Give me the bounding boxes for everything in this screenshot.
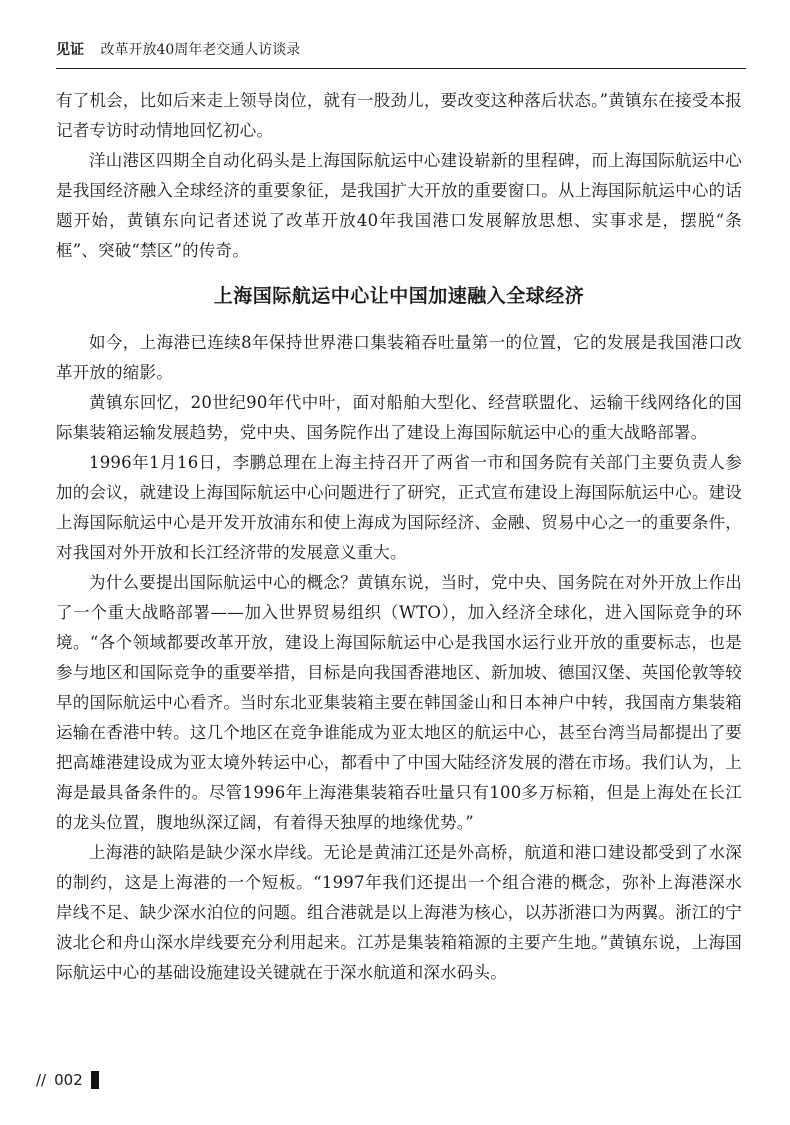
page-body bbox=[56, 86, 742, 988]
section-heading: 上海国际航运中心让中国加速融入全球经济 bbox=[213, 285, 585, 307]
paragraph-continued: 有了机会，比如后来走上领导岗位，就有一股劲儿，要改变这种落后状态。”黄镇东在接受本报记者专访时动情地回忆初心。 bbox=[56, 91, 742, 140]
running-head-title: 改革开放40周年老交通人访谈录 bbox=[100, 42, 301, 58]
page-footer bbox=[36, 1070, 99, 1090]
folio-bar bbox=[91, 1071, 99, 1089]
paragraph: 1996年1月16日，李鹏总理在上海主持召开了两省一市和国务院有关部门主要负责人参加的会议，就建设上海国际航运中心问题进行了研究，正式宣布建设上海国际航运中心。建设上海国际航运中心是开发开放浦东和使上海成为国际经济、金融、贸易中心之一的重要条件，对我国对外开放和长江经济带的发展意义重大。 bbox=[56, 453, 742, 562]
paragraph: 如今，上海港已连续8年保持世界港口集装箱吞吐量第一的位置，它的发展是我国港口改革开放的缩影。 bbox=[56, 333, 742, 382]
folio-marker: // bbox=[36, 1071, 47, 1089]
page-number: 002 bbox=[54, 1071, 83, 1089]
paragraph: 黄镇东回忆，20世纪90年代中叶，面对船舶大型化、经营联盟化、运输干线网络化的国际集装箱运输发展趋势，党中央、国务院作出了建设上海国际航运中心的重大战略部署。 bbox=[56, 393, 742, 442]
running-head-series: 见证 bbox=[56, 42, 84, 58]
paragraph: 为什么要提出国际航运中心的概念？黄镇东说，当时，党中央、国务院在对外开放上作出了一个重大战略部署——加入世界贸易组织（WTO），加入经济全球化，进入国际竞争的环境。“各个领域都要改革开放，建设上海国际航运中心是我国水运行业开放的重要标志，也是参与地区和国际竞争的重要举措，目标是向我国香港地区、新加坡、德国汉堡、英国伦敦等较早的国际航运中心看齐。当时东北亚集装箱主要在韩国釜山和日本神户中转，我国南方集装箱运输在香港中转。这几个地区在竞争谁能成为亚太地区的航运中心，甚至台湾当局都提出了要把高雄港建设成为亚太境外转运中心，都看中了中国大陆经济发展的潜在市场。我们认为，上海是最具备条件的。尽管1996年上海港集装箱吞吐量只有100多万标箱，但是上海处在长江的龙头位置，腹地纵深辽阔，有着得天独厚的地缘优势。” bbox=[56, 573, 742, 832]
paragraph: 上海港的缺陷是缺少深水岸线。无论是黄浦江还是外高桥，航道和港口建设都受到了水深的制约，这是上海港的一个短板。“1997年我们还提出一个组合港的概念，弥补上海港深水岸线不足、缺少深水泊位的问题。组合港就是以上海港为核心，以苏浙港口为两翼。浙江的宁波北仑和舟山深水岸线要充分利用起来。江苏是集装箱箱源的主要产生地。”黄镇东说，上海国际航运中心的基础设施建设关键就在于深水航道和深水码头。 bbox=[56, 843, 742, 982]
running-head bbox=[56, 40, 746, 69]
paragraph: 洋山港区四期全自动化码头是上海国际航运中心建设崭新的里程碑，而上海国际航运中心是我国经济融入全球经济的重要象征，是我国扩大开放的重要窗口。从上海国际航运中心的话题开始，黄镇东向记者述说了改革开放40年我国港口发展解放思想、实事求是，摆脱“条框”、突破“禁区”的传奇。 bbox=[56, 151, 742, 260]
